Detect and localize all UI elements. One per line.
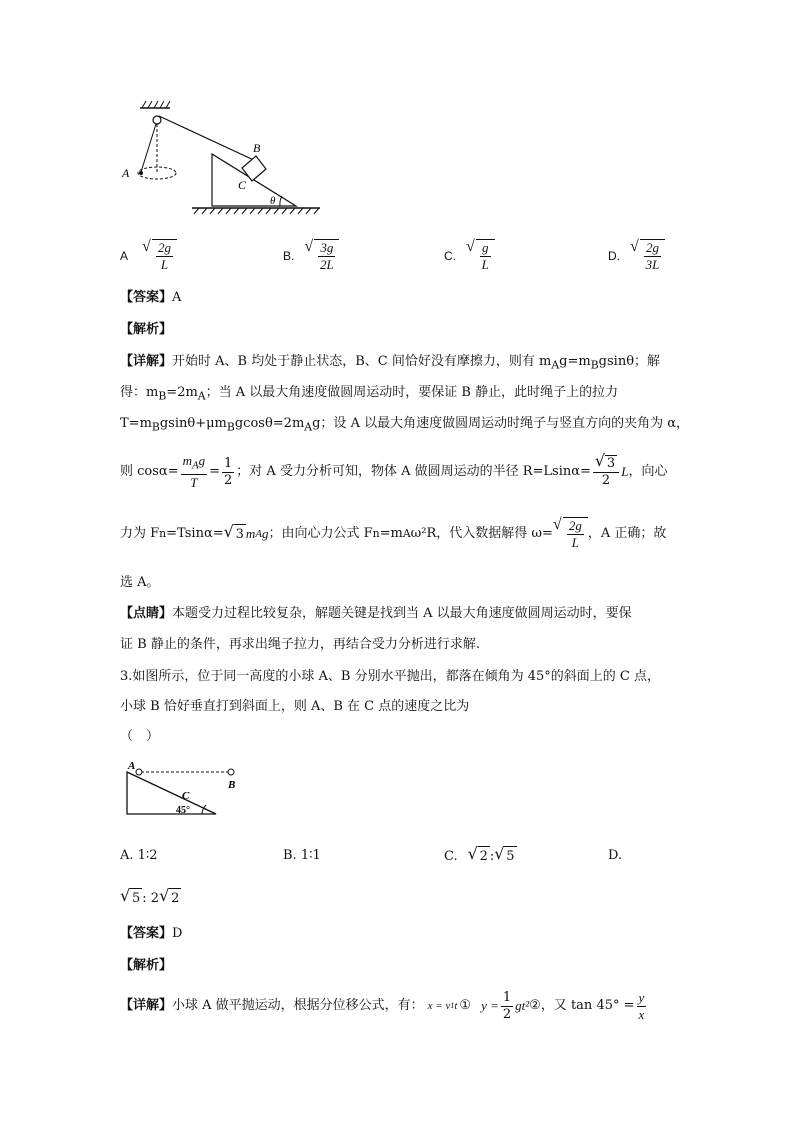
option-a-sqrt: √ $\frac{2g}{L}$ [142,239,177,273]
q3-option-d-value: √ 5 : 2 √ 2 [120,888,181,909]
q3-option-a: A. 1∶2 [120,848,158,863]
option-d-sqrt: √ $\frac{2g}{3L}$ [630,239,665,273]
q2-detail-line1: 【详解】开始时 A、B 均处于静止状态，B、C 间恰好没有摩擦力，则有 $m_Ag=m_Bgsin\theta$；解 [120,354,661,372]
figure-projectile-incline [120,758,250,820]
q3-stem-line2: 小球 B 恰好垂直打到斜面上，则 A、B 在 C 点的速度之比为 [120,699,470,714]
ceiling-hatch [142,101,170,108]
ball-a [139,171,143,175]
q3-answer: 【答案】D [120,926,183,941]
label-b: B [228,779,236,791]
pendulum-string [141,124,156,172]
q3-analysis-tag: 【解析】 [120,958,173,973]
q2-comment-line2: 证 B 静止的条件，再求出绳子拉力，再结合受力分析进行求解. [120,637,480,652]
ball-a [136,769,142,775]
option-a: A √ $\frac{2g}{L}$ [120,236,177,276]
q3-paren: （ ） [120,729,160,744]
option-b: B. √ $\frac{3g}{2L}$ [283,236,339,276]
figure-pendulum-incline [122,96,330,220]
option-c: C. √ $\frac{g}{L}$ [444,236,495,276]
q2-detail-line6: 选 A。 [120,575,160,590]
q3-detail-line1: 【详解】 小球 A 做平抛运动，根据分位移公式，有： x = v 1 t ① y = $\frac{1}{2}$ gt² ② ，又 tan 45° = $\frac{y}{x}$ [120,989,645,1022]
q2-comment-line1: 【点睛】本题受力过程比较复杂，解题关键是找到当 A 以最大角速度做圆周运动时，要保 [120,606,632,621]
label-b: B [253,141,261,155]
q2-answer: 【答案】A [120,290,182,305]
q2-detail-line4: 则 cosα= $\frac{m_Ag}{T}$ = $\frac{1}{2}$ ；对 A 受力分析可知，物体 A 做圆周运动的半径 R=Lsinα= √ $\frac{3}{2}$ L ，向心 [120,452,667,492]
q2-detail-line2: 得：$m_B=2m_A$；当 A 以最大角速度做圆周运动时，要保证 B 静止，此时绳子上的拉力 [120,385,619,403]
q3-option-b: B. 1∶1 [283,848,321,863]
label-angle: 45° [176,805,190,816]
q2-detail-line5: 力为 F n =Tsinα= √ 3 m A g ；由向心力公式 F n =m A ω²R，代入数据解得 ω= √ $\frac{2g}{L}$ ，A 正确；故 [120,512,666,556]
q3-option-d-label: D. [608,848,623,863]
q2-detail-line3: $T=m_Bgsin\theta+\mu m_Bgcos\theta=2m_Ag$；设 A 以最大角速度做圆周运动时绳子与竖直方向的夹角为 α， [120,416,689,434]
q2-analysis-tag: 【解析】 [120,322,173,337]
label-c: C [182,790,190,802]
option-b-sqrt: √ $\frac{3g}{2L}$ [304,239,339,273]
pulley-circle [153,116,161,124]
ball-b [228,769,234,775]
q3-stem-line1: 3.如图所示，位于同一高度的小球 A、B 分别水平抛出，都落在倾角为 45°的斜面上的 C 点， [120,669,660,684]
label-a: A [122,166,130,180]
option-c-sqrt: √ $\frac{g}{L}$ [466,239,495,273]
label-theta: θ [270,195,276,207]
q3-option-c: C. √ 2 : √ 5 [444,846,517,867]
circular-path [138,167,176,179]
incline-45 [127,772,216,814]
option-d: D. √ $\frac{2g}{3L}$ [608,236,665,276]
ground-hatch [194,208,319,214]
angle-arc [280,196,282,206]
label-c: C [238,178,247,192]
rope-line [159,116,258,162]
label-a: A [128,760,136,772]
